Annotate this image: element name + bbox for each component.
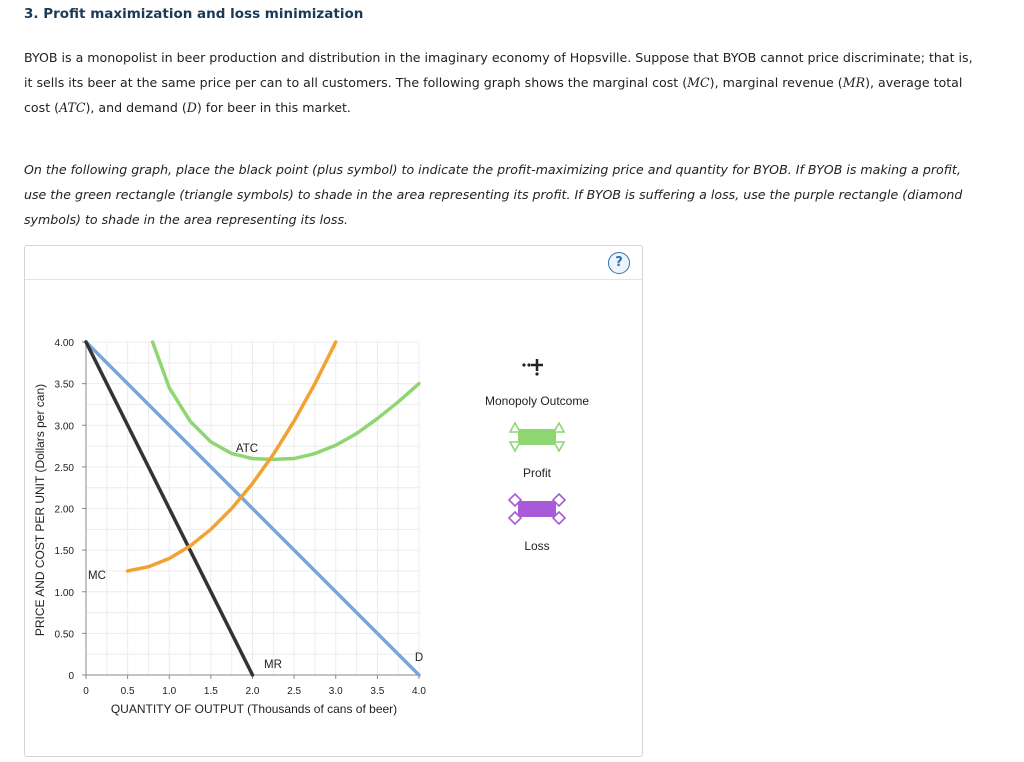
y-tick-label: 2.00: [54, 504, 74, 516]
triangle-handle-icon[interactable]: [510, 423, 520, 432]
y-tick-label: 3.50: [54, 379, 74, 391]
legend-label-profit: Profit: [522, 466, 552, 480]
intro-text-5: ) for beer in this market.: [196, 100, 351, 115]
curve-label-mr: MR: [264, 659, 282, 671]
curve-label-atc: ATC: [235, 443, 259, 455]
x-tick-label: 2.5: [287, 686, 302, 697]
x-tick-label: 1.5: [203, 686, 218, 697]
drag-handle-dot: [527, 363, 530, 366]
curve-atc: [153, 342, 419, 459]
curve-label-d: D: [414, 652, 424, 664]
y-tick-label: 4.00: [54, 338, 74, 349]
legend-label-monopoly-outcome: Monopoly Outcome: [484, 394, 590, 408]
intro-atc: ATC: [59, 100, 86, 115]
legend-swatch-loss[interactable]: [518, 501, 556, 517]
drag-handle-dot: [522, 363, 525, 366]
triangle-handle-icon[interactable]: [510, 442, 520, 451]
x-tick-label: 2.0: [245, 686, 260, 697]
intro-text-1: BYOB is a monopolist in beer production and distribution in the imaginary economy of Hopsville. Suppose that BYOB cannot price discriminate; that is, it sells its beer at the same price per can to all customers. The following graph shows the marginal cost (: [24, 50, 973, 90]
y-tick-label: 1.50: [54, 546, 74, 558]
question-instructions: On the following graph, place the black point (plus symbol) to indicate the profit-maximizing price and quantity for BYOB. If BYOB is making a profit, use the green rectangle (triangle symbols) to shade in the area representing its profit. If BYOB is suffering a loss, use the purple rectangle (diamond symbols) to shade in the area representing its loss.: [24, 162, 963, 227]
x-tick-label: 0: [83, 686, 89, 697]
intro-mr: MR: [842, 75, 866, 90]
y-tick-label: 3.00: [54, 421, 74, 433]
intro-d: D: [186, 100, 197, 115]
x-axis-label: QUANTITY OF OUTPUT (Thousands of cans of beer): [110, 702, 398, 716]
curve-label-mc: MC: [88, 570, 106, 582]
y-axis-label: PRICE AND COST PER UNIT (Dollars per can): [33, 383, 47, 637]
y-tick-label: 2.50: [54, 462, 74, 474]
y-tick-label: 0.50: [54, 629, 74, 641]
triangle-handle-icon[interactable]: [554, 423, 564, 432]
legend-swatch-profit[interactable]: [518, 429, 556, 445]
drag-handle-dot: [535, 372, 538, 375]
x-tick-label: 3.5: [370, 686, 385, 697]
triangle-handle-icon[interactable]: [554, 442, 564, 451]
y-tick-label: 1.00: [54, 587, 74, 599]
intro-text-3: ), average total cost (: [24, 75, 963, 115]
question-title: 3. Profit maximization and loss minimization: [24, 6, 364, 22]
x-tick-label: 3.0: [328, 686, 343, 697]
intro-text-4: ), and demand (: [85, 100, 187, 115]
intro-text-2: ), marginal revenue (: [709, 75, 843, 90]
intro-mc: MC: [687, 75, 710, 90]
x-tick-label: 1.0: [162, 686, 177, 697]
y-tick-label: 0: [68, 671, 74, 682]
help-icon[interactable]: ?: [608, 252, 630, 274]
x-tick-label: 4.0: [412, 686, 426, 697]
x-tick-label: 0.5: [120, 686, 135, 697]
legend-label-loss: Loss: [524, 539, 550, 553]
